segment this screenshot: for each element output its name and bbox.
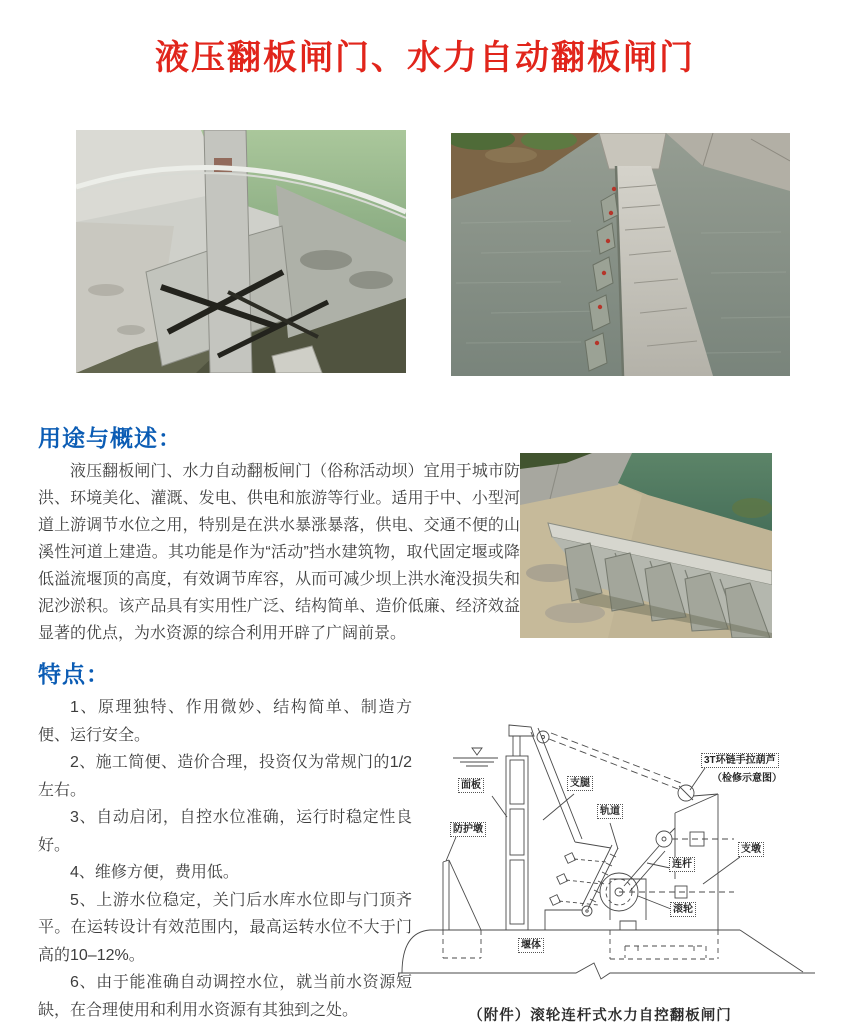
diagram-label-hoist-note: （检修示意图） (712, 773, 782, 784)
features-heading: 特点： (38, 661, 110, 687)
feature-item-1: 1、原理独特、作用微妙、结构简单、制造方便、运行安全。 (38, 699, 412, 744)
diagram-caption: （附件）滚轮连杆式水力自控翻板闸门 (468, 1008, 732, 1024)
gate-schematic-diagram (398, 692, 850, 1004)
feature-item-5: 5、上游水位稳定，关门后水库水位即与门顶齐平。在运转设计有效范围内，最高运转水位不大于门高的10–12%。 (38, 891, 412, 964)
diagram-label-panel: 面板 (458, 778, 484, 793)
features-list (38, 694, 412, 1024)
gate-schematic-linework (398, 692, 850, 1004)
overview-paragraph (38, 458, 520, 647)
diagram-label-guard-pier: 防护墩 (450, 822, 486, 837)
feature-item-2: 2、施工简便、造价合理，投资仅为常规门的1/2左右。 (38, 754, 412, 799)
diagram-label-support-leg: 支腿 (567, 776, 593, 791)
photo-river-gate-line (451, 133, 790, 376)
diagram-label-support-pier: 支墩 (738, 842, 764, 857)
diagram-label-weir-body: 堰体 (518, 938, 544, 953)
feature-item-6: 6、由于能准确自动调控水位，就当前水资源短缺，在合理使用和利用水资源有其独到之处。 (38, 974, 412, 1019)
feature-item-3: 3、自动启闭，自控水位准确，运行时稳定性良好。 (38, 809, 412, 854)
photo-gate-mechanism-image (76, 130, 406, 373)
photo-dam-wall (520, 453, 772, 638)
feature-item-4: 4、维修方便，费用低。 (70, 864, 239, 881)
overview-paragraph-text: 液压翻板闸门、水力自动翻板闸门（俗称活动坝）宜用于城市防洪、环境美化、灌溉、发电、供电和旅游等行业。适用于中、小型河道上游调节水位之用，特别是在洪水暴涨暴落，供电、交通不便的山溪性河道上建造。其功能是作为“活动”挡水建筑物，取代固定堰或降低溢流堰顶的高度，有效调节库容，从而可减少坝上洪水淹没损失和泥沙淤积。该产品具有实用性广泛、结构简单、造价低廉、经济效益显著的优点，为水资源的综合利用开辟了广阔前景。 (38, 463, 520, 642)
diagram-label-roller: 滚轮 (670, 902, 696, 917)
diagram-label-hoist: 3T环链手拉葫芦 (701, 753, 779, 768)
overview-heading: 用途与概述： (38, 425, 182, 451)
diagram-label-track: 轨道 (597, 804, 623, 819)
diagram-label-link-rod: 连杆 (669, 857, 695, 872)
photo-dam-wall-image (520, 453, 772, 638)
photo-river-gate-line-image (451, 133, 790, 376)
page-title: 液压翻板闸门、水力自动翻板闸门 (155, 39, 695, 77)
photo-gate-mechanism (76, 130, 406, 373)
